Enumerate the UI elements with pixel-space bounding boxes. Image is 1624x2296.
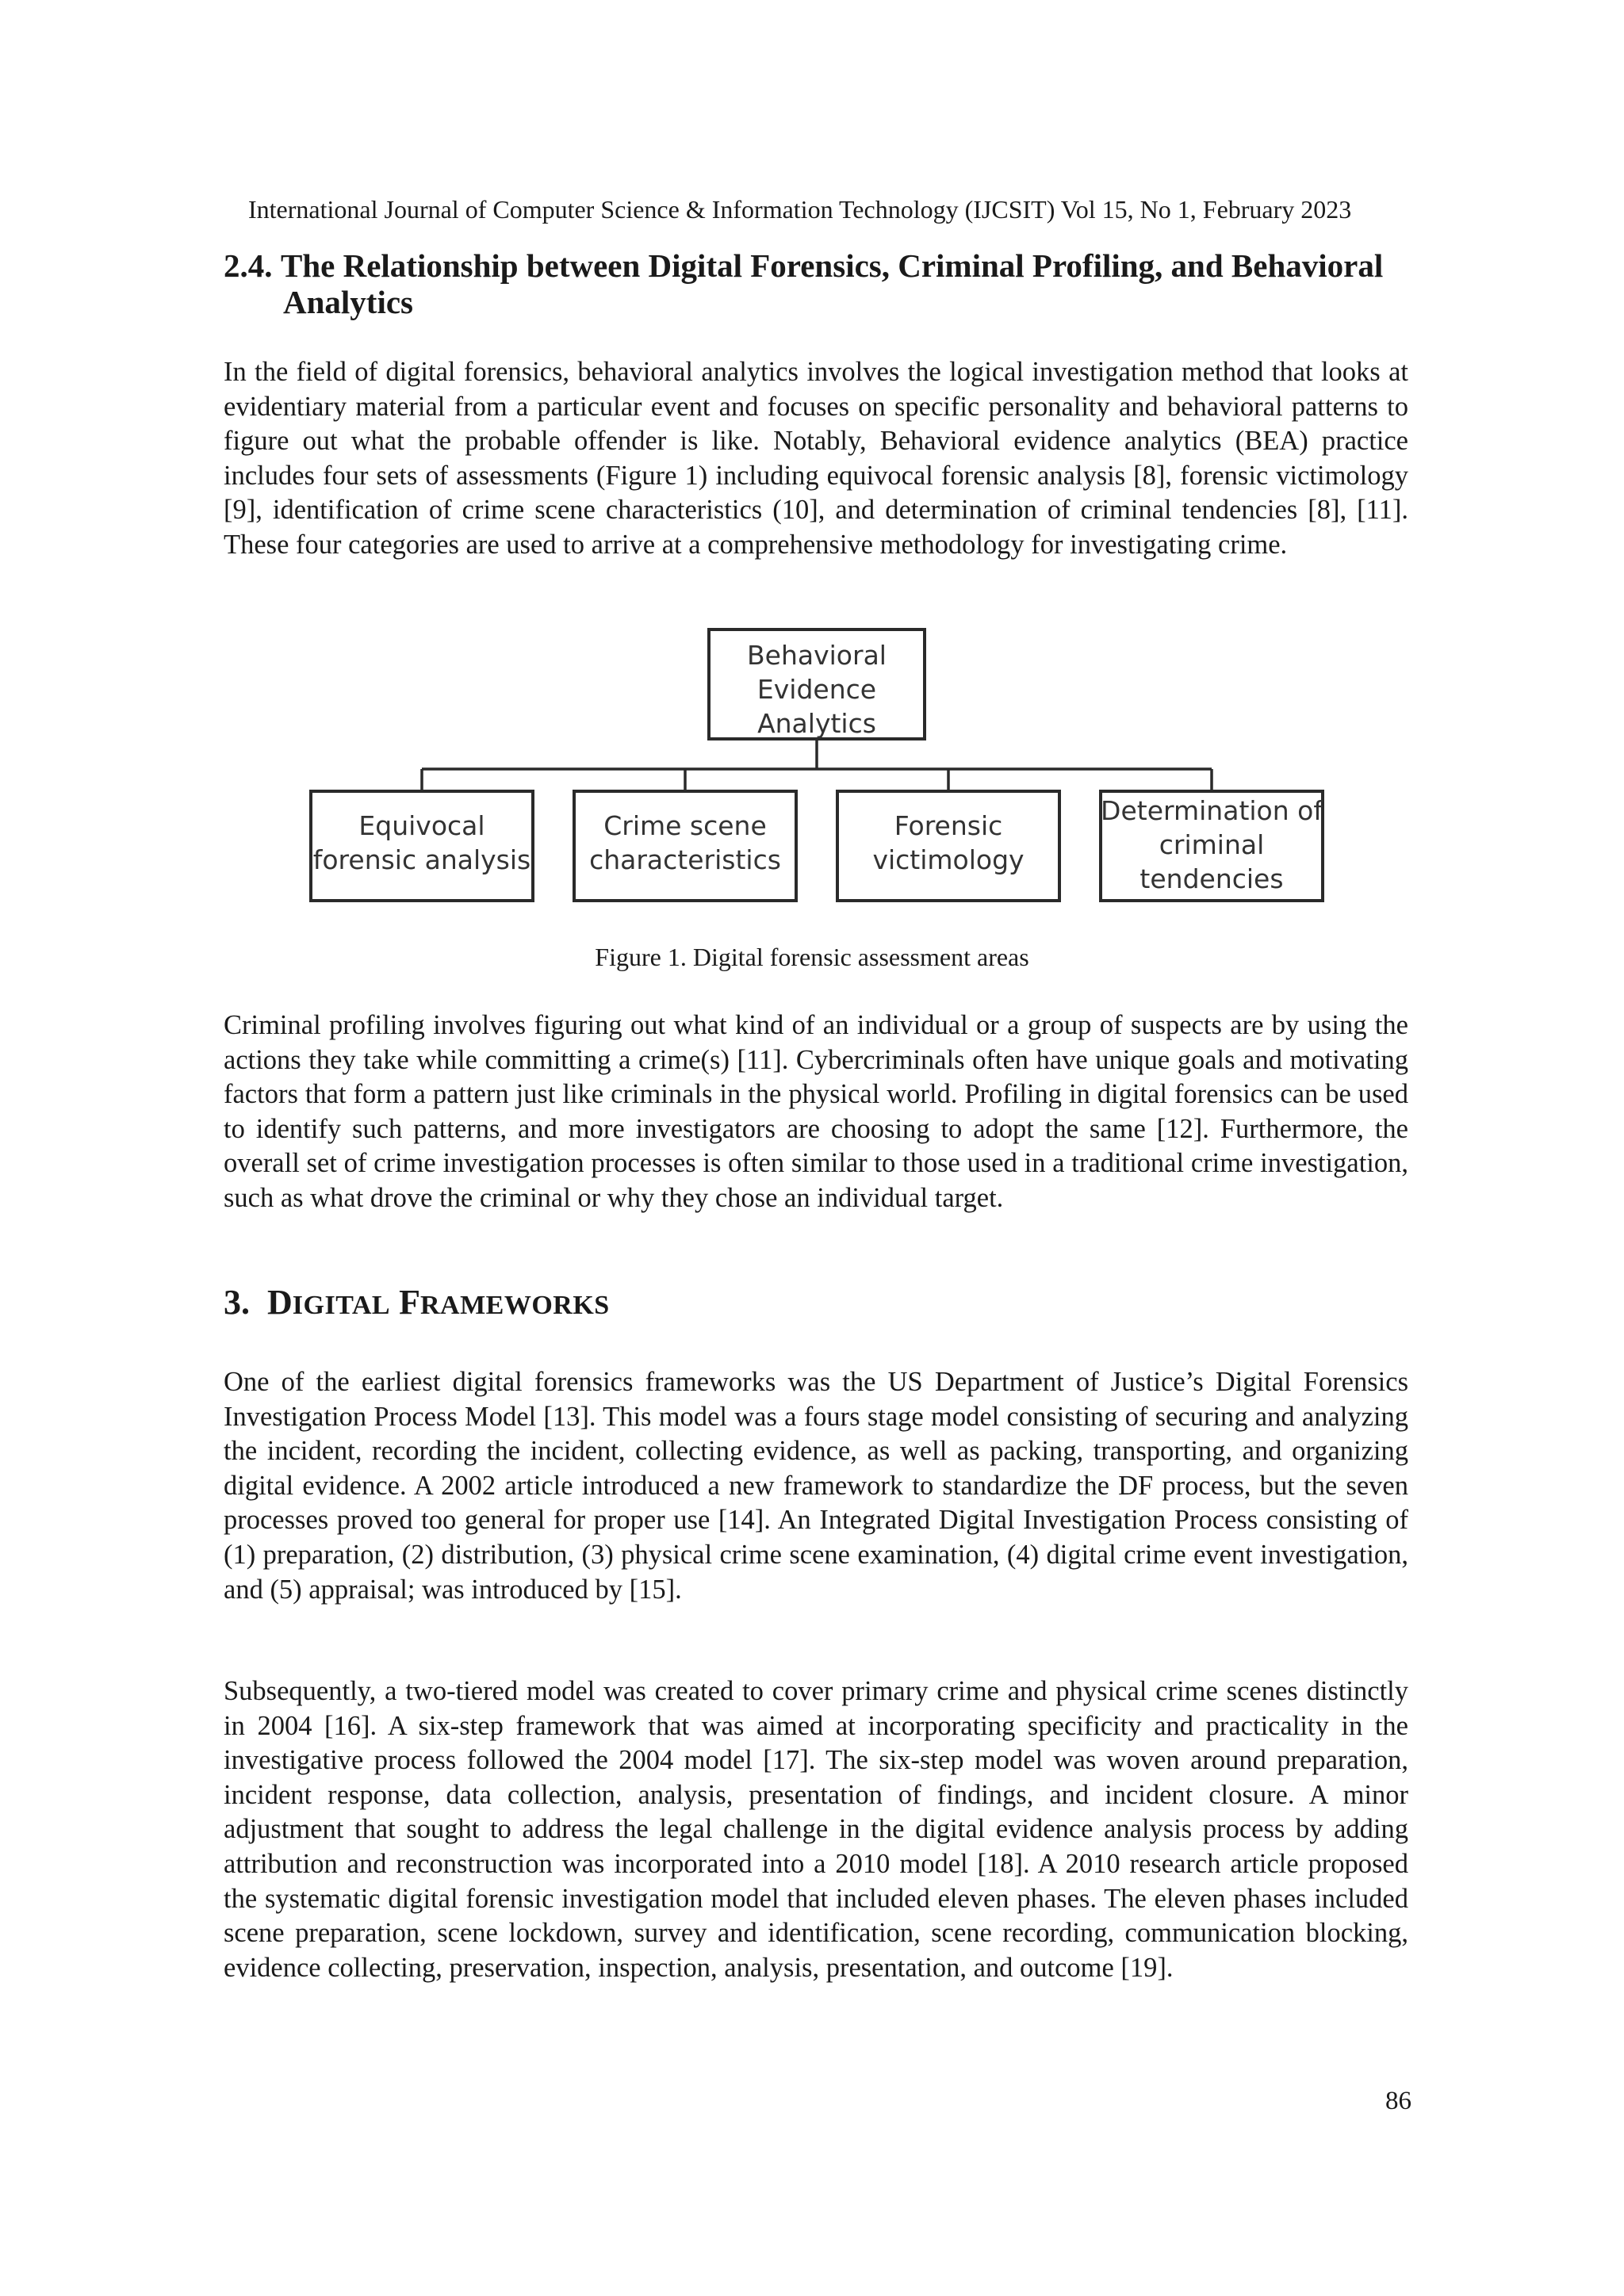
paragraph-frameworks-2: Subsequently, a two-tiered model was created to cover primary crime and physical crime scenes distinctly in 2004 [16]. A six-step framework that was aimed at incorporating specificity and practicality in the investigative process followed the 2004 model [17]. The six-step model was woven around preparation, incident response, data collection, analysis, presentation of findings, and incident closure. A minor adjustment that sought to address the legal challenge in the digital evidence analysis process by adding attribution and reconstruction was incorporated into a 2010 model [18]. A 2010 research article proposed the systematic digital forensic investigation model that included eleven phases. The eleven phases included scene preparation, scene lockdown, survey and identification, scene recording, communication blocking, evidence collecting, preservation, inspection, analysis, presentation, and outcome [19]. (224, 1676, 1408, 1983)
section-2-4-heading (224, 247, 1413, 320)
section-3-title-f: F (399, 1283, 420, 1322)
figure-1-caption: Figure 1. Digital forensic assessment areas (595, 943, 1029, 971)
page-number: 86 (1385, 2087, 1411, 2115)
child-3-line2: victimology (872, 844, 1025, 875)
section-2-4-title-line1: The Relationship between Digital Forensics, Criminal Profiling, and Behavioral (281, 247, 1384, 284)
section-3-title-igital: IGITAL (292, 1291, 391, 1320)
section-2-4-number: 2.4. (224, 247, 273, 284)
child-2-line2: characteristics (589, 844, 781, 875)
section-3-heading (224, 1283, 610, 1326)
child-4-line1: Determination of (1101, 795, 1323, 826)
child-4-line2: criminal (1159, 829, 1265, 860)
root-label-line3: Analytics (757, 708, 876, 739)
figure-1-diagram (301, 626, 1332, 920)
section-3-title-d: D (267, 1283, 293, 1322)
root-label-line2: Evidence (756, 674, 877, 705)
root-label-line1: Behavioral (747, 640, 887, 671)
child-2-line1: Crime scene (603, 810, 767, 841)
child-1-line2: forensic analysis (312, 844, 531, 875)
bea-hierarchy-diagram (301, 626, 1332, 920)
child-1-line1: Equivocal (358, 810, 485, 841)
child-3-line1: Forensic (894, 810, 1003, 841)
running-header: International Journal of Computer Science & Information Technology (IJCSIT) Vol 15, No 1, February 2023 (248, 195, 1352, 224)
section-3-title-rameworks: RAMEWORKS (419, 1291, 610, 1320)
paragraph-frameworks-1: One of the earliest digital forensics frameworks was the US Department of Justice’s Digital Forensics Investigation Process Model [13]. This model was a fours stage model consisting of securing and analyzing the incident, recording the incident, collecting evidence, as well as packing, transporting, and organizing digital evidence. A 2002 article introduced a new framework to standardize the DF process, but the seven processes proved too general for proper use [14]. An Integrated Digital Investigation Process consisting of (1) preparation, (2) distribution, (3) physical crime scene examination, (4) digital crime event investigation, and (5) appraisal; was introduced by [15]. (224, 1367, 1408, 1605)
paragraph-profiling: Criminal profiling involves figuring out what kind of an individual or a group of suspects are by using the actions they take while committing a crime(s) [11]. Cybercriminals often have unique goals and motivating factors that form a pattern just like criminals in the physical world. Profiling in digital forensics can be used to identify such patterns, and more investigators are choosing to adopt the same [12]. Furthermore, the overall set of crime investigation processes is often similar to those used in a traditional crime investigation, such as what drove the criminal or why they chose an individual target. (224, 1010, 1408, 1213)
section-3-number: 3. (224, 1283, 250, 1322)
section-2-4-title-line2: Analytics (283, 284, 413, 320)
paragraph-bea: In the field of digital forensics, behavioral analytics involves the logical investigation method that looks at evidentiary material from a particular event and focuses on specific personality and behavioral patterns to figure out what the probable offender is like. Notably, Behavioral evidence analytics (BEA) practice includes four sets of assessments (Figure 1) including equivocal forensic analysis [8], forensic victimology [9], identification of crime scene characteristics (10], and determination of criminal tendencies [8], [11]. These four categories are used to arrive at a comprehensive methodology for investigating crime. (224, 357, 1408, 560)
child-4-line3: tendencies (1139, 863, 1284, 894)
